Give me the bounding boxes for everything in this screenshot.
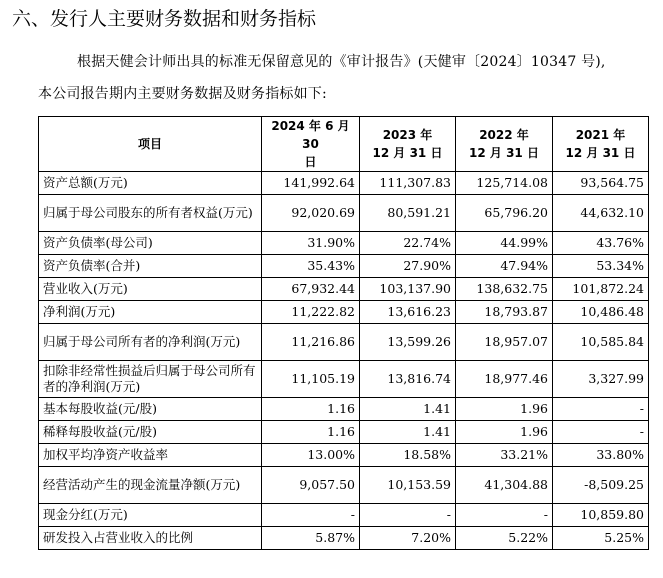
row-value: 41,304.88 <box>456 467 553 504</box>
table-row <box>39 255 649 278</box>
row-value: 27.90% <box>360 255 456 278</box>
row-value: 13,599.26 <box>360 324 456 361</box>
table-row <box>39 444 649 467</box>
row-label: 加权平均净资产收益率 <box>39 444 262 467</box>
row-value: 33.21% <box>456 444 553 467</box>
row-value: - <box>262 504 360 527</box>
row-value: 35.43% <box>262 255 360 278</box>
header-line: 日 <box>304 155 317 169</box>
row-value: 11,105.19 <box>262 361 360 398</box>
row-value: 125,714.08 <box>456 172 553 195</box>
header-line: 12 月 31 日 <box>372 146 443 160</box>
row-label: 资产负债率(母公司) <box>39 232 262 255</box>
header-line: 12 月 31 日 <box>565 146 636 160</box>
row-value: 3,327.99 <box>553 361 649 398</box>
row-value: 1.41 <box>360 421 456 444</box>
header-line: 2021 年 <box>575 128 626 142</box>
row-value: 111,307.83 <box>360 172 456 195</box>
row-value: 47.94% <box>456 255 553 278</box>
table-row <box>39 361 649 398</box>
row-value: 103,137.90 <box>360 278 456 301</box>
row-value: 44.99% <box>456 232 553 255</box>
header-line: 2023 年 <box>382 128 433 142</box>
row-value: 10,585.84 <box>553 324 649 361</box>
row-value: 5.25% <box>553 527 649 550</box>
row-value: 5.87% <box>262 527 360 550</box>
table-row <box>39 421 649 444</box>
row-value: 1.41 <box>360 398 456 421</box>
section-title: 六、发行人主要财务数据和财务指标 <box>12 8 317 30</box>
header-line: 项目 <box>137 137 162 151</box>
row-value: - <box>360 504 456 527</box>
table-row <box>39 172 649 195</box>
row-value: - <box>456 504 553 527</box>
row-label: 资产总额(万元) <box>39 172 262 195</box>
row-value: 13,816.74 <box>360 361 456 398</box>
row-value: 18,957.07 <box>456 324 553 361</box>
row-value: 43.76% <box>553 232 649 255</box>
row-value: 13,616.23 <box>360 301 456 324</box>
row-value: 141,992.64 <box>262 172 360 195</box>
row-value: 101,872.24 <box>553 278 649 301</box>
table-header-row <box>39 117 649 172</box>
header-period-4 <box>553 117 649 172</box>
row-value: - <box>553 421 649 444</box>
row-value: 1.96 <box>456 421 553 444</box>
row-label: 经营活动产生的现金流量净额(万元) <box>39 467 262 504</box>
row-label: 扣除非经常性损益后归属于母公司所有者的净利润(万元) <box>39 361 262 398</box>
row-label: 净利润(万元) <box>39 301 262 324</box>
table-row <box>39 278 649 301</box>
row-value: 1.96 <box>456 398 553 421</box>
row-value: 22.74% <box>360 232 456 255</box>
row-value: 11,222.82 <box>262 301 360 324</box>
row-value: 18,977.46 <box>456 361 553 398</box>
table-row <box>39 398 649 421</box>
table-row <box>39 301 649 324</box>
row-value: 53.34% <box>553 255 649 278</box>
row-value: 13.00% <box>262 444 360 467</box>
intro-paragraph-line-1: 根据天健会计师出具的标准无保留意见的《审计报告》(天健审〔2024〕10347 号), <box>77 54 606 70</box>
row-value: 92,020.69 <box>262 195 360 232</box>
row-value: 9,057.50 <box>262 467 360 504</box>
header-line: 2022 年 <box>479 128 529 142</box>
row-value: 10,486.48 <box>553 301 649 324</box>
row-label: 营业收入(万元) <box>39 278 262 301</box>
row-value: 10,153.59 <box>360 467 456 504</box>
row-value: 1.16 <box>262 398 360 421</box>
row-label: 归属于母公司所有者的净利润(万元) <box>39 324 262 361</box>
row-label: 归属于母公司股东的所有者权益(万元) <box>39 195 262 232</box>
header-period-3 <box>456 117 553 172</box>
table-row <box>39 504 649 527</box>
row-value: 67,932.44 <box>262 278 360 301</box>
row-value: -8,509.25 <box>553 467 649 504</box>
row-value: 138,632.75 <box>456 278 553 301</box>
table-body <box>39 172 649 550</box>
row-label: 基本每股收益(元/股) <box>39 398 262 421</box>
row-value: 7.20% <box>360 527 456 550</box>
row-value: 44,632.10 <box>553 195 649 232</box>
header-period-1 <box>262 117 360 172</box>
row-label: 资产负债率(合并) <box>39 255 262 278</box>
header-period-2 <box>360 117 456 172</box>
row-value: 31.90% <box>262 232 360 255</box>
table-row <box>39 467 649 504</box>
table-row <box>39 527 649 550</box>
row-value: 10,859.80 <box>553 504 649 527</box>
row-value: 5.22% <box>456 527 553 550</box>
row-value: 93,564.75 <box>553 172 649 195</box>
header-line: 12 月 31 日 <box>469 146 539 160</box>
row-label: 稀释每股收益(元/股) <box>39 421 262 444</box>
financial-data-table <box>38 116 649 550</box>
row-value: 1.16 <box>262 421 360 444</box>
row-value: 11,216.86 <box>262 324 360 361</box>
table-row <box>39 195 649 232</box>
intro-paragraph-line-2: 本公司报告期内主要财务数据及财务指标如下: <box>38 86 327 102</box>
row-value: 65,796.20 <box>456 195 553 232</box>
row-value: 80,591.21 <box>360 195 456 232</box>
row-value: 18.58% <box>360 444 456 467</box>
table-row <box>39 324 649 361</box>
row-value: 18,793.87 <box>456 301 553 324</box>
header-item-column <box>39 117 262 172</box>
row-value: 33.80% <box>553 444 649 467</box>
row-label: 研发投入占营业收入的比例 <box>39 527 262 550</box>
row-label: 现金分红(万元) <box>39 504 262 527</box>
table-row <box>39 232 649 255</box>
row-value: - <box>553 398 649 421</box>
header-line: 2024 年 6 月 30 <box>271 119 350 151</box>
